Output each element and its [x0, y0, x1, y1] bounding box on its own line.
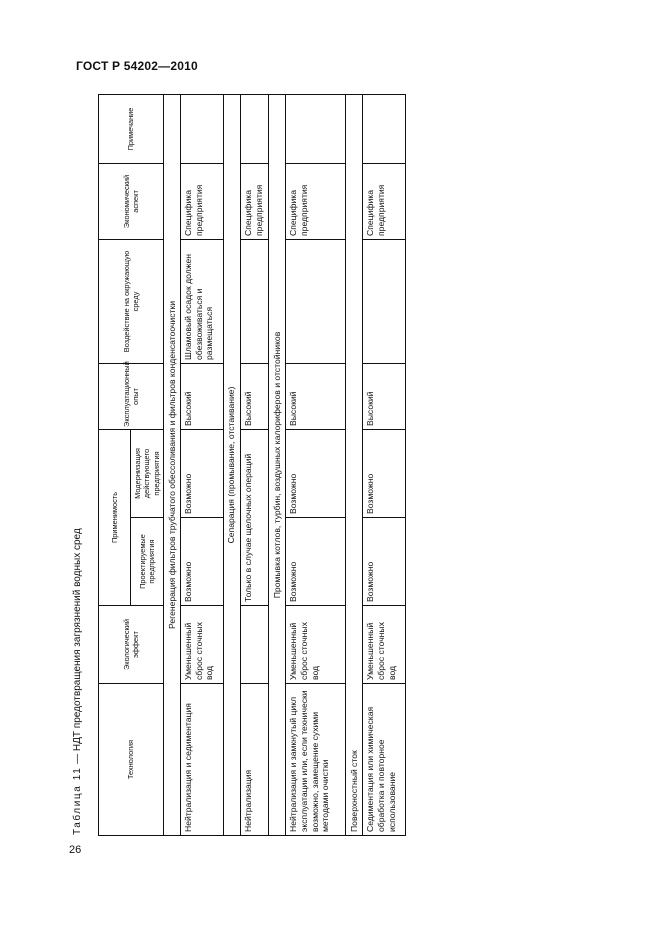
cell-designed: Возможно — [363, 518, 406, 606]
document-header: ГОСТ Р 54202—2010 — [76, 59, 198, 73]
cell-technology: Нейтрализация и замкнутый цикл эксплуатации или, если технически возможно, замещение сухими методами очистки — [286, 684, 346, 836]
header-operational-experience: Эксплуатационный опыт — [99, 363, 164, 429]
cell-designed: Только в случае щелочных операций — [240, 429, 268, 605]
cell-impact: Шламовый осадок должен обезвоживаться и размещаться — [181, 239, 224, 363]
cell-economic: Специфика предприятия — [286, 163, 346, 239]
cell-impact — [240, 239, 268, 363]
section-row — [223, 94, 240, 835]
rotated-table-container — [98, 95, 406, 836]
header-economic-aspect: Экономический аспект — [99, 163, 164, 239]
cell-modernization: Возможно — [286, 429, 346, 517]
cell-effect: Уменьшенный сброс сточных вод — [181, 606, 224, 684]
table-wrapper — [98, 95, 406, 836]
table-row — [240, 94, 268, 835]
section-title: Сепарация (промывание, отстаивание) — [223, 94, 240, 835]
section-title: Регенерация фильтров трубчатого обессоливания и фильтров конденсатоочистки — [163, 94, 180, 835]
section-title: Промывка котлов, турбин, воздушных калориферов и отстойников — [269, 94, 286, 835]
cell-technology: Нейтрализация и седиментация — [181, 684, 224, 836]
header-technology: Технология — [99, 684, 164, 836]
header-row-1 — [99, 94, 131, 835]
section-row — [163, 94, 180, 835]
cell-note — [240, 94, 268, 163]
cell-effect: Уменьшенный сброс сточных вод — [286, 606, 346, 684]
cell-experience: Высокий — [286, 363, 346, 429]
cell-experience: Высокий — [363, 363, 406, 429]
header-designed: Проектируемые предприятия — [131, 518, 164, 606]
header-ecological-effect: Экологический эффект — [99, 606, 164, 684]
table-caption — [64, 95, 92, 835]
cell-designed: Возможно — [181, 518, 224, 606]
table-row — [286, 94, 346, 835]
cell-modernization: Возможно — [363, 429, 406, 517]
table-row — [181, 94, 224, 835]
table-caption-text: — НДТ предотвращения загрязнений водных сред — [72, 528, 83, 767]
cell-effect: Уменьшенный сброс сточных вод — [363, 606, 406, 684]
table-row — [363, 94, 406, 835]
cell-designed: Возможно — [286, 518, 346, 606]
header-applicability: Применимость — [99, 429, 131, 605]
cell-impact — [363, 239, 406, 363]
table-caption-wrapper — [64, 95, 92, 835]
cell-technology: Нейтрализация — [240, 684, 268, 836]
header-modernization: Модернизация действующего предприятия — [131, 429, 164, 517]
table-caption-label: Таблица 11 — [72, 766, 83, 835]
cell-technology: Седиментация или химическая обработка и повторное использование — [363, 684, 406, 836]
cell-experience: Высокий — [240, 363, 268, 429]
cell-note — [286, 94, 346, 163]
cell-note — [363, 94, 406, 163]
section-row — [269, 94, 286, 835]
cell-economic: Специфика предприятия — [363, 163, 406, 239]
ndt-table — [98, 94, 406, 836]
section-row — [346, 94, 363, 835]
section-title: Поверхностный сток — [346, 94, 363, 835]
cell-experience: Высокий — [181, 363, 224, 429]
page-number: 26 — [69, 844, 82, 856]
cell-effect — [240, 606, 268, 684]
cell-economic: Специфика предприятия — [240, 163, 268, 239]
cell-modernization: Возможно — [181, 429, 224, 517]
cell-impact — [286, 239, 346, 363]
header-note: Примечание — [99, 94, 164, 163]
header-environmental-impact: Воздействие на окружающую среду — [99, 239, 164, 363]
cell-note — [181, 94, 224, 163]
cell-economic: Специфика предприятия — [181, 163, 224, 239]
